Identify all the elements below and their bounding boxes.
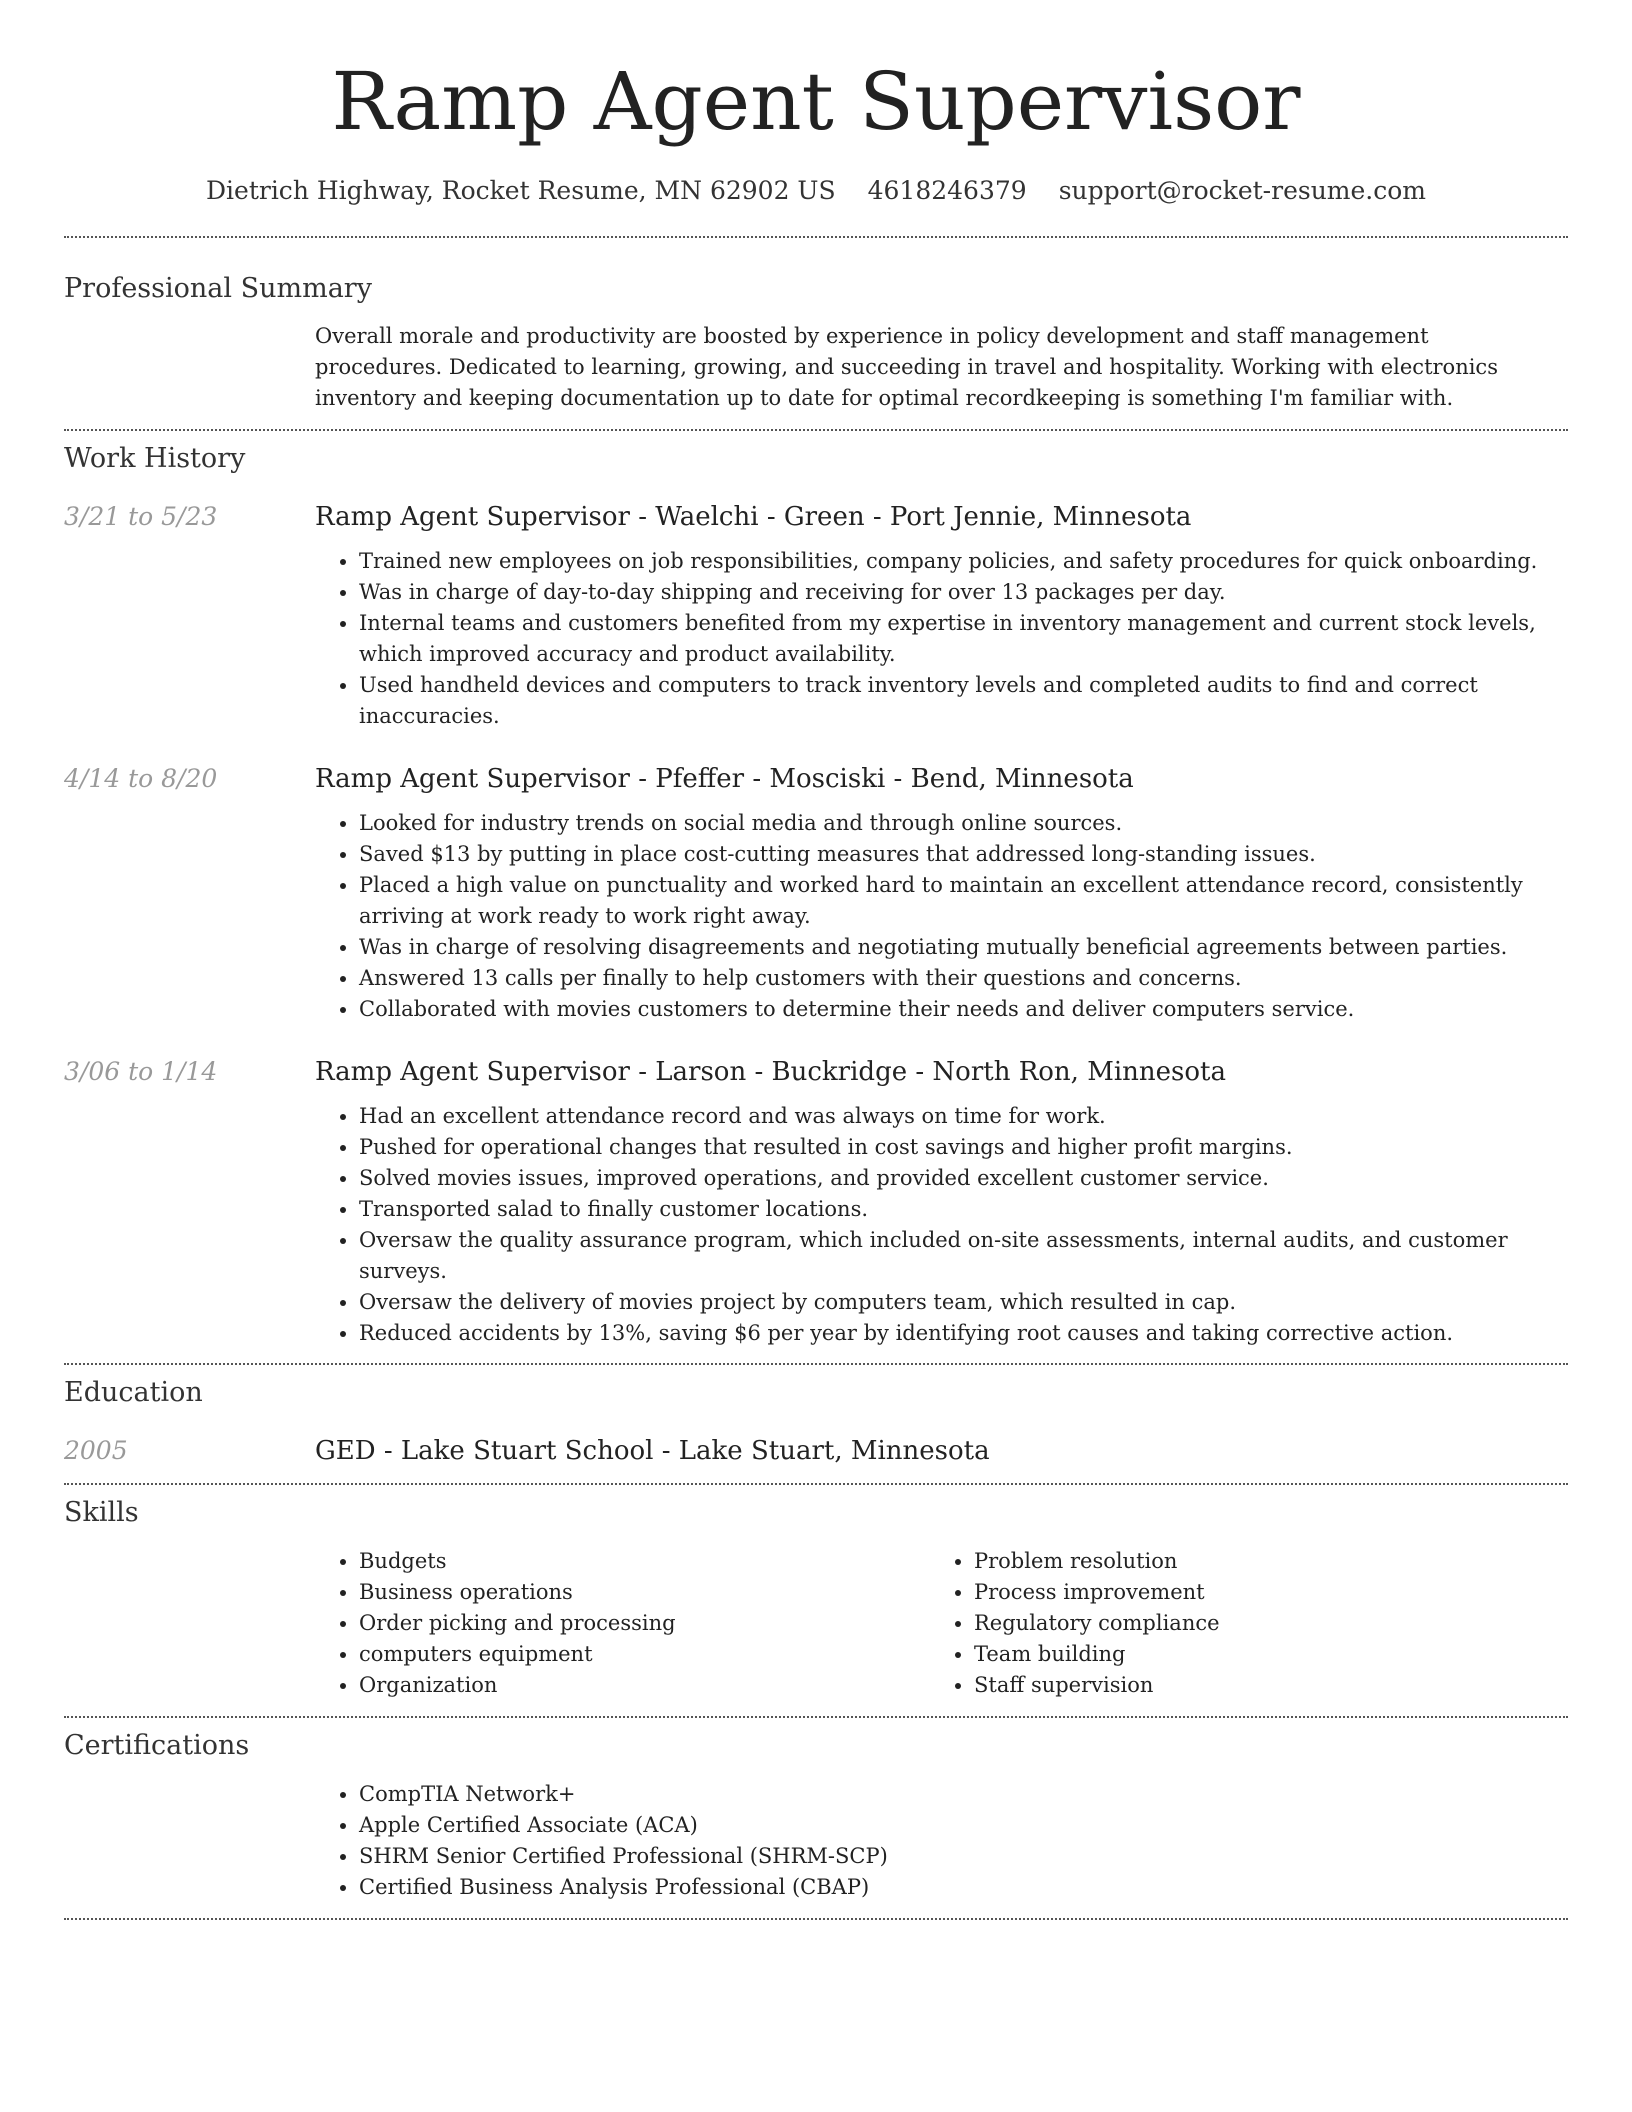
candidate-name: Ramp Agent Supervisor xyxy=(331,55,1301,148)
job-bullet: • Saved $13 by putting in place cost-cutting measures that addressed long-standing issues. xyxy=(359,839,1568,870)
skill-item: • Staff supervision xyxy=(974,1670,1545,1701)
job-dates: 4/14 to 8/20 xyxy=(64,764,218,793)
skill-item: • computers equipment xyxy=(359,1639,930,1670)
job-bullet: • Pushed for operational changes that resulted in cost savings and higher profit margins. xyxy=(359,1132,1568,1163)
job-title: Ramp Agent Supervisor - Waelchi - Green - Port Jennie, Minnesota xyxy=(315,502,1192,532)
job-dates: 3/21 to 5/23 xyxy=(64,502,218,531)
skills-list-left xyxy=(315,1546,930,1701)
education-entry: GED - Lake Stuart School - Lake Stuart, Minnesota xyxy=(315,1436,990,1466)
phone: 4618246379 xyxy=(867,176,1027,205)
job-bullet: • Had an excellent attendance record and was always on time for work. xyxy=(359,1101,1568,1132)
section-title-summary: Professional Summary xyxy=(64,273,372,304)
contact-line xyxy=(64,174,1568,208)
job-bullet: • Was in charge of day-to-day shipping and receiving for over 13 packages per day. xyxy=(359,577,1568,608)
skill-item: • Order picking and processing xyxy=(359,1608,930,1639)
summary-text: Overall morale and productivity are boosted by experience in policy development and staff management procedures. Dedicated to learning, growing, and succeeding in travel and hospitality. Working with electronics inventory and keeping documentation up to date for optimal recordkeeping is something I'm familiar with. xyxy=(315,324,1498,410)
job-bullet: • Oversaw the delivery of movies project by computers team, which resulted in cap. xyxy=(359,1287,1568,1318)
job-title: Ramp Agent Supervisor - Pfeffer - Mosciski - Bend, Minnesota xyxy=(315,764,1134,794)
job-entry xyxy=(64,499,1568,732)
job-bullet: • Was in charge of resolving disagreements and negotiating mutually beneficial agreements between parties. xyxy=(359,932,1568,963)
job-bullet: • Solved movies issues, improved operations, and provided excellent customer service. xyxy=(359,1163,1568,1194)
skill-item: • Business operations xyxy=(359,1577,930,1608)
skill-item: • Organization xyxy=(359,1670,930,1701)
job-bullet: • Used handheld devices and computers to track inventory levels and completed audits to find and correct inaccuracies. xyxy=(359,670,1568,732)
job-bullet: • Trained new employees on job responsibilities, company policies, and safety procedures for quick onboarding. xyxy=(359,546,1568,577)
job-bullet: • Internal teams and customers benefited from my expertise in inventory management and current stock levels, which improved accuracy and product availability. xyxy=(359,608,1568,670)
section-title-skills: Skills xyxy=(64,1497,139,1528)
email: support@rocket-resume.com xyxy=(1058,176,1426,205)
skills-list-right xyxy=(930,1546,1545,1701)
section-title-work-history: Work History xyxy=(64,443,246,474)
certification-item: • SHRM Senior Certified Professional (SHRM-SCP) xyxy=(359,1841,1568,1872)
job-bullet: • Reduced accidents by 13%, saving $6 per year by identifying root causes and taking corrective action. xyxy=(359,1318,1568,1349)
certifications-section xyxy=(64,1718,1568,1903)
job-bullets xyxy=(315,808,1568,1025)
job-title: Ramp Agent Supervisor - Larson - Buckridge - North Ron, Minnesota xyxy=(315,1057,1226,1087)
job-dates: 3/06 to 1/14 xyxy=(64,1057,218,1086)
job-bullet: • Oversaw the quality assurance program, which included on-site assessments, internal audits, and customer surveys. xyxy=(359,1225,1568,1287)
certification-item: • Certified Business Analysis Professional (CBAP) xyxy=(359,1872,1568,1903)
job-entry xyxy=(64,761,1568,1025)
certification-item: • Apple Certified Associate (ACA) xyxy=(359,1810,1568,1841)
job-entry xyxy=(64,1054,1568,1349)
job-bullet: • Transported salad to finally customer locations. xyxy=(359,1194,1568,1225)
job-bullet: • Looked for industry trends on social media and through online sources. xyxy=(359,808,1568,839)
education-section xyxy=(64,1365,1568,1469)
divider xyxy=(64,1918,1568,1920)
address: Dietrich Highway, Rocket Resume, MN 62902 US xyxy=(205,176,836,205)
section-title-certifications: Certifications xyxy=(64,1730,250,1761)
job-bullets xyxy=(315,546,1568,732)
education-year: 2005 xyxy=(64,1436,128,1465)
skill-item: • Process improvement xyxy=(974,1577,1545,1608)
section-title-education: Education xyxy=(64,1377,203,1408)
skill-item: • Team building xyxy=(974,1639,1545,1670)
certification-item: • CompTIA Network+ xyxy=(359,1779,1568,1810)
resume-header xyxy=(64,0,1568,208)
skill-item: • Budgets xyxy=(359,1546,930,1577)
job-bullet: • Collaborated with movies customers to determine their needs and deliver computers service. xyxy=(359,994,1568,1025)
job-bullet: • Answered 13 calls per finally to help customers with their questions and concerns. xyxy=(359,963,1568,994)
certifications-list xyxy=(315,1779,1568,1903)
work-history-section xyxy=(64,431,1568,1349)
skill-item: • Problem resolution xyxy=(974,1546,1545,1577)
skill-item: • Regulatory compliance xyxy=(974,1608,1545,1639)
skills-section xyxy=(64,1485,1568,1701)
job-bullets xyxy=(315,1101,1568,1349)
summary-section xyxy=(64,238,1568,414)
job-bullet: • Placed a high value on punctuality and worked hard to maintain an excellent attendance record, consistently arriving at work ready to work right away. xyxy=(359,870,1568,932)
